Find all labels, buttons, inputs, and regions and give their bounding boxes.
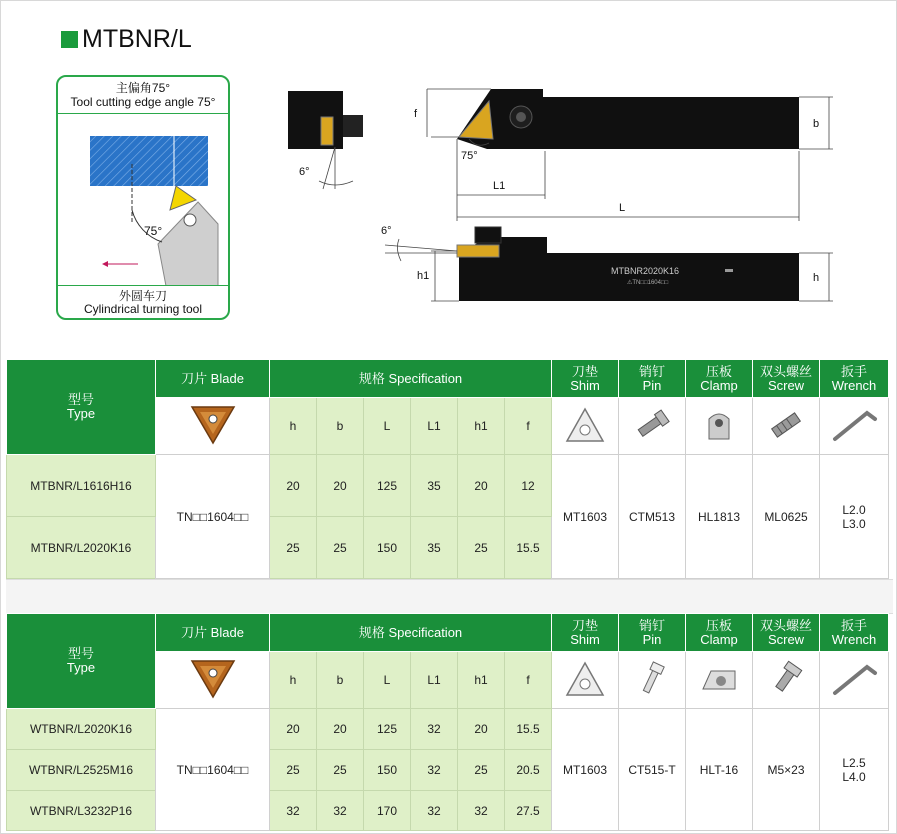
angle-en-title: Tool cutting edge angle 75° (70, 95, 216, 109)
pin-cell: CT515-T (619, 709, 686, 831)
val-b: 25 (317, 517, 364, 579)
val-f: 15.5 (505, 517, 552, 579)
val-b: 25 (317, 750, 364, 791)
val-L: 125 (364, 455, 411, 517)
type-header: 型号 Type (7, 360, 156, 455)
val-h: 25 (270, 750, 317, 791)
blade-header: 刀片 Blade (156, 614, 270, 652)
dim-h: h (813, 272, 820, 284)
screw-header: 双头螺丝 Screw (753, 614, 820, 652)
val-L: 150 (364, 750, 411, 791)
col-h: h (270, 652, 317, 709)
side-view-insert (457, 245, 499, 257)
screw-icon (764, 659, 808, 699)
pin-icon (630, 659, 674, 699)
insert-triangle-icon (188, 657, 238, 701)
green-square-icon (61, 31, 78, 48)
dim-f: f (414, 108, 418, 120)
clamp-icon (697, 405, 741, 445)
clamp-cell: HL1813 (686, 455, 753, 579)
pin-image (619, 652, 686, 709)
pin-header: 销钉 Pin (619, 614, 686, 652)
wrench-image (820, 652, 889, 709)
top-view-shank (509, 97, 799, 149)
val-h1: 25 (458, 517, 505, 579)
turning-illustration (58, 114, 228, 286)
end-view-insert (321, 117, 333, 145)
col-h1: h1 (458, 398, 505, 455)
blade-header: 刀片 Blade (156, 360, 270, 398)
val-h: 20 (270, 455, 317, 517)
clamp-header: 压板 Clamp (686, 360, 753, 398)
val-L: 170 (364, 791, 411, 831)
wrench-cell: L2.5 L4.0 (820, 709, 889, 831)
side-view-mark (725, 269, 733, 272)
screw-image (753, 652, 820, 709)
dim-angle-main: 75° (461, 150, 478, 162)
type-cell: MTBNR/L1616H16 (7, 455, 156, 517)
angle-en-footer: Cylindrical turning tool (83, 302, 203, 316)
spec-table-1 (6, 359, 889, 579)
val-L1: 32 (411, 791, 458, 831)
wrench-icon (829, 405, 879, 445)
angle-cn-footer: 外圆车刀 (118, 289, 167, 303)
val-h1: 32 (458, 791, 505, 831)
page-title (61, 25, 192, 54)
wrench-icon (829, 659, 879, 699)
clamp-header: 压板 Clamp (686, 614, 753, 652)
col-f: f (505, 398, 552, 455)
val-h: 20 (270, 709, 317, 750)
shim-cell: MT1603 (552, 455, 619, 579)
angle-line (323, 147, 335, 189)
angle-arc (397, 239, 401, 261)
wrench-cell: L2.0 L3.0 (820, 455, 889, 579)
wrench-header: 扳手 Wrench (820, 360, 889, 398)
val-h1: 20 (458, 455, 505, 517)
wrench-image (820, 398, 889, 455)
workpiece-hatch (90, 136, 208, 186)
end-view-clamp (343, 115, 363, 137)
page-title-text: MTBNR/L (82, 25, 192, 53)
spec-header: 规格 Specification (270, 614, 552, 652)
side-view-marking-sub: ⚠TN□□1604□□ (627, 280, 669, 286)
dim-b: b (813, 118, 820, 130)
side-view-clamp (475, 227, 501, 243)
val-f: 27.5 (505, 791, 552, 831)
val-b: 32 (317, 791, 364, 831)
type-header: 型号 Type (7, 614, 156, 709)
val-L: 125 (364, 709, 411, 750)
dim-L1: L1 (493, 180, 506, 192)
cutting-angle-panel (56, 75, 230, 320)
clamp-image (686, 652, 753, 709)
screw-icon (184, 214, 196, 226)
insert-yellow (170, 186, 196, 210)
spec-header: 规格 Specification (270, 360, 552, 398)
val-b: 20 (317, 709, 364, 750)
val-L1: 32 (411, 709, 458, 750)
shim-icon (563, 659, 607, 699)
pin-header: 销钉 Pin (619, 360, 686, 398)
dim-h1: h1 (417, 270, 430, 282)
type-cell: WTBNR/L2525M16 (7, 750, 156, 791)
col-f: f (505, 652, 552, 709)
pin-image (619, 398, 686, 455)
val-h: 25 (270, 517, 317, 579)
blade-image (156, 398, 270, 455)
dim-angle-side: 6° (299, 166, 310, 178)
val-L1: 35 (411, 517, 458, 579)
val-b: 20 (317, 455, 364, 517)
angle-label: 75° (144, 224, 163, 238)
val-L1: 35 (411, 455, 458, 517)
dim-angle-top: 6° (381, 225, 392, 237)
wrench-header: 扳手 Wrench (820, 614, 889, 652)
clamp-icon (697, 659, 741, 699)
top-view-insert (459, 101, 493, 139)
screw-icon (764, 405, 808, 445)
shim-header: 刀垫 Shim (552, 614, 619, 652)
col-b: b (317, 652, 364, 709)
screw-cell: ML0625 (753, 455, 820, 579)
top-view-screw-hex (516, 112, 526, 122)
spec-table-2 (6, 613, 889, 831)
pin-icon (630, 405, 674, 445)
angle-cn-title: 主偏角75° (115, 81, 171, 95)
col-L1: L1 (411, 652, 458, 709)
tool-technical-drawing (281, 77, 841, 317)
end-view-body (288, 91, 343, 149)
table-gap (6, 579, 893, 614)
type-cell: MTBNR/L2020K16 (7, 517, 156, 579)
col-h: h (270, 398, 317, 455)
val-h: 32 (270, 791, 317, 831)
blade-cell: TN□□1604□□ (156, 455, 270, 579)
screw-cell: M5×23 (753, 709, 820, 831)
val-L: 150 (364, 517, 411, 579)
val-h1: 25 (458, 750, 505, 791)
val-L1: 32 (411, 750, 458, 791)
val-h1: 20 (458, 709, 505, 750)
blade-image (156, 652, 270, 709)
col-L: L (364, 652, 411, 709)
col-L1: L1 (411, 398, 458, 455)
type-cell: WTBNR/L3232P16 (7, 791, 156, 831)
clamp-cell: HLT-16 (686, 709, 753, 831)
col-L: L (364, 398, 411, 455)
shim-icon (563, 405, 607, 445)
val-f: 12 (505, 455, 552, 517)
clamp-image (686, 398, 753, 455)
col-b: b (317, 398, 364, 455)
shim-image (552, 652, 619, 709)
blade-cell: TN□□1604□□ (156, 709, 270, 831)
shim-header: 刀垫 Shim (552, 360, 619, 398)
dim-L: L (619, 202, 626, 214)
pin-cell: CTM513 (619, 455, 686, 579)
screw-image (753, 398, 820, 455)
divider (58, 285, 228, 286)
shim-image (552, 398, 619, 455)
side-view-marking: MTBNR2020K16 (611, 266, 680, 276)
feed-arrow-head (102, 261, 108, 267)
shim-cell: MT1603 (552, 709, 619, 831)
angle-line (385, 245, 457, 251)
side-view-shank (459, 253, 799, 301)
screw-header: 双头螺丝 Screw (753, 360, 820, 398)
insert-triangle-icon (188, 403, 238, 447)
val-f: 20.5 (505, 750, 552, 791)
col-h1: h1 (458, 652, 505, 709)
type-cell: WTBNR/L2020K16 (7, 709, 156, 750)
val-f: 15.5 (505, 709, 552, 750)
